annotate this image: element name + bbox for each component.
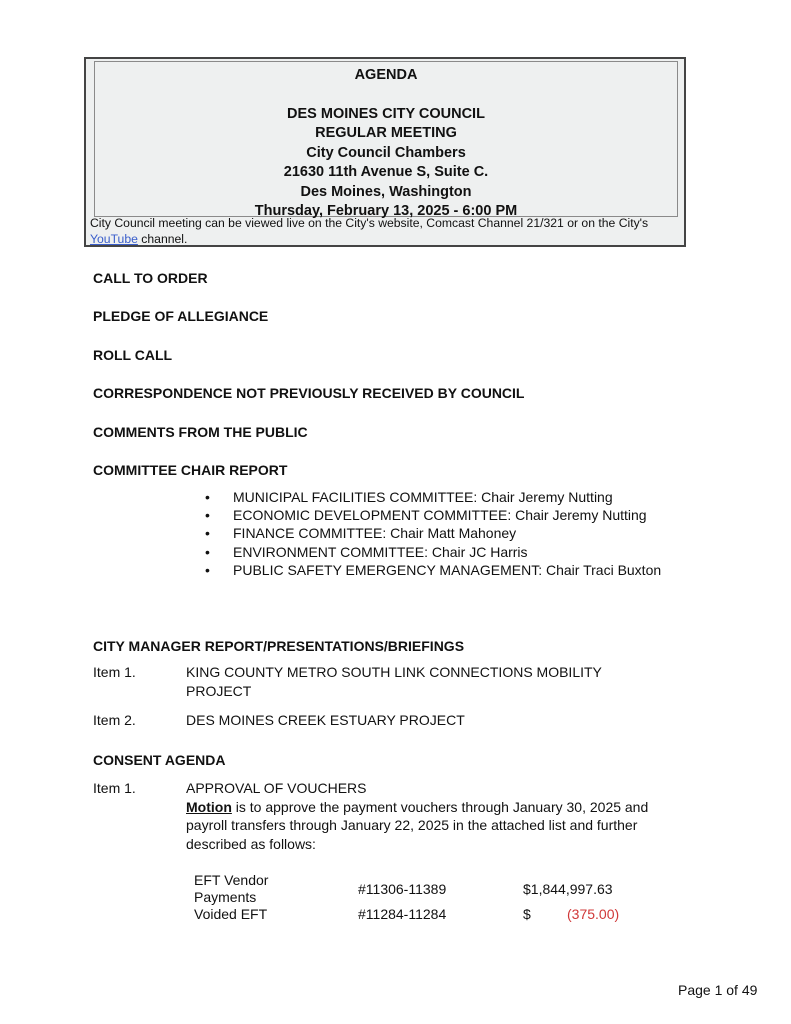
list-item <box>205 524 675 542</box>
meeting-type: REGULAR MEETING <box>315 125 457 141</box>
payment-range: #11284-11284 <box>358 906 447 922</box>
section-consent: CONSENT AGENDA <box>93 752 226 768</box>
payment-amount: $1,844,997.63 <box>523 881 613 897</box>
list-item <box>205 561 675 579</box>
committee-text: ECONOMIC DEVELOPMENT COMMITTEE: Chair Jeremy Nutting <box>233 507 647 524</box>
section-comments: COMMENTS FROM THE PUBLIC <box>93 424 308 440</box>
bullet-icon: • <box>205 507 210 524</box>
section-city-manager: CITY MANAGER REPORT/PRESENTATIONS/BRIEFINGS <box>93 638 465 654</box>
item-number: Item 2. <box>93 712 136 728</box>
section-committee-report: COMMITTEE CHAIR REPORT <box>93 462 288 478</box>
section-correspondence: CORRESPONDENCE NOT PREVIOUSLY RECEIVED BY COUNCIL <box>93 385 525 401</box>
youtube-link[interactable]: YouTube <box>90 231 138 246</box>
item-number: Item 1. <box>93 664 136 680</box>
item-text: KING COUNTY METRO SOUTH LINK CONNECTIONS MOBILITY PROJECT <box>186 664 602 699</box>
bullet-icon: • <box>205 489 210 505</box>
committee-text: FINANCE COMMITTEE: Chair Matt Mahoney <box>233 525 517 542</box>
committee-text: MUNICIPAL FACILITIES COMMITTEE: Chair Jeremy Nutting <box>233 489 613 505</box>
meeting-city: Des Moines, Washington <box>300 183 472 200</box>
payment-currency: $ <box>523 906 531 922</box>
agenda-title-box <box>94 61 678 217</box>
section-roll-call: ROLL CALL <box>93 347 173 363</box>
motion-label: Motion <box>186 798 232 815</box>
page-number: Page 1 of 49 <box>678 982 758 998</box>
list-item <box>205 488 675 506</box>
item-text: DES MOINES CREEK ESTUARY PROJECT <box>186 712 465 728</box>
bullet-icon: • <box>205 543 210 560</box>
bullet-icon: • <box>205 561 210 578</box>
council-name: DES MOINES CITY COUNCIL <box>287 105 485 122</box>
item-number: Item 1. <box>93 780 136 796</box>
item-title: APPROVAL OF VOUCHERS <box>186 780 367 796</box>
motion-text <box>186 798 666 854</box>
meeting-datetime: Thursday, February 13, 2025 - 6:00 PM <box>254 203 518 219</box>
bullet-icon: • <box>205 525 210 542</box>
payment-range: #11306-11389 <box>358 881 447 897</box>
payment-amount: (375.00) <box>567 906 620 922</box>
meeting-address: 21630 11th Avenue S, Suite C. <box>283 164 489 180</box>
item-body <box>186 779 666 853</box>
motion-body: is to approve the payment vouchers through January 30, 2025 and payroll transfers through January 22, 2025 in the attached list and further described as follows: <box>186 798 649 852</box>
viewing-note-text: City Council meeting can be viewed live on the City's website, Comcast Channel 21/321 or on the City's <box>90 216 649 230</box>
viewing-note <box>90 216 680 247</box>
agenda-header-box <box>84 57 686 247</box>
viewing-note-suffix: channel. <box>137 231 188 246</box>
payment-label: Voided EFT <box>194 906 268 922</box>
section-call-to-order: CALL TO ORDER <box>93 270 208 286</box>
section-pledge: PLEDGE OF ALLEGIANCE <box>93 308 269 324</box>
meeting-location: City Council Chambers <box>306 144 466 161</box>
list-item <box>205 506 675 524</box>
committee-text: PUBLIC SAFETY EMERGENCY MANAGEMENT: Chair Traci Buxton <box>233 561 662 578</box>
list-item <box>205 543 675 561</box>
agenda-title: AGENDA <box>354 67 418 83</box>
payment-label: EFT Vendor Payments <box>194 872 269 905</box>
committee-list <box>205 488 675 579</box>
committee-text: ENVIRONMENT COMMITTEE: Chair JC Harris <box>233 543 528 560</box>
